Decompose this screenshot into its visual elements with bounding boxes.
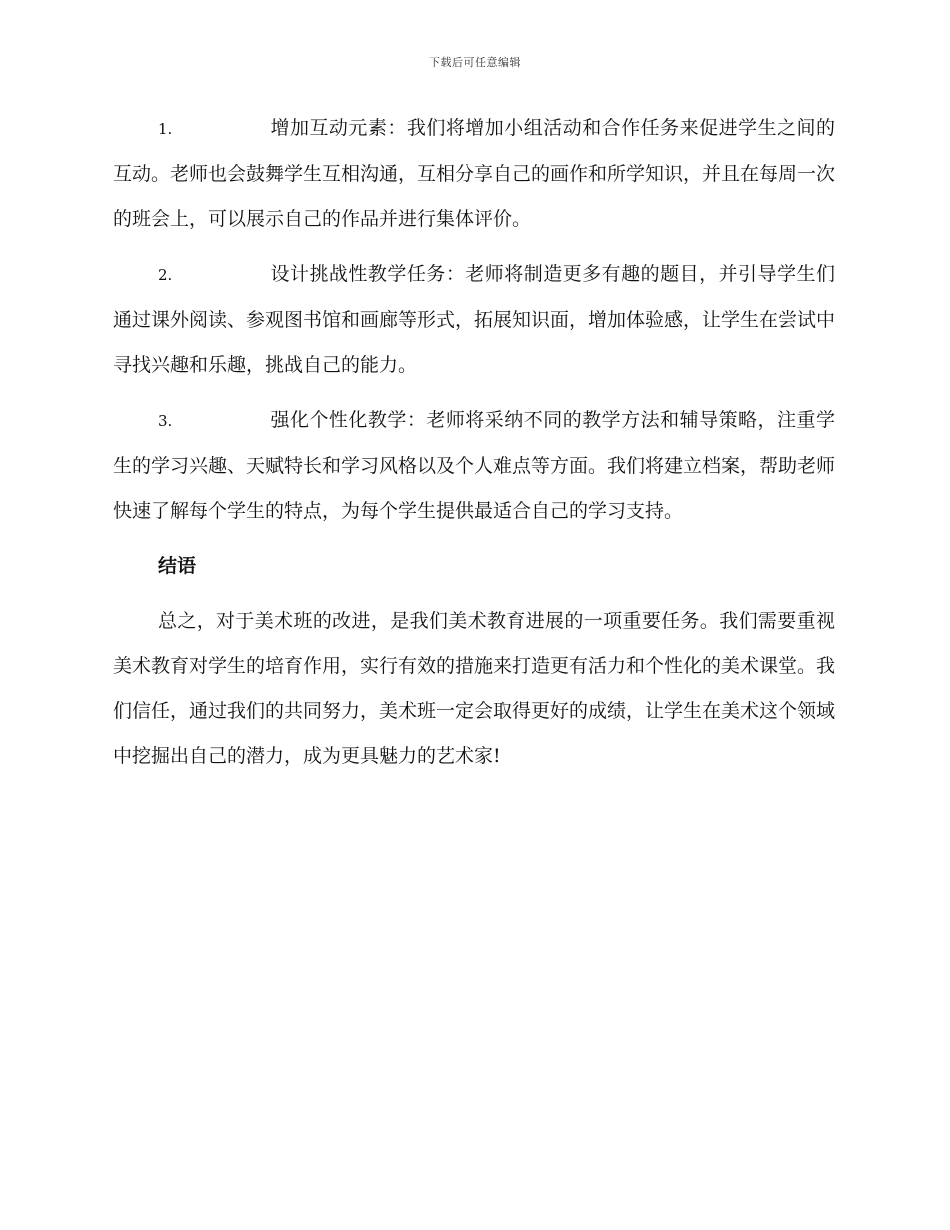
list-number: 3.: [158, 412, 173, 430]
page-header: 下载后可任意编辑: [429, 56, 521, 69]
list-item-text: 增加互动元素：我们将增加小组活动和合作任务来促进学生之间的互动。老师也会鼓舞学生互相沟通，互相分享自己的画作和所学知识，并且在每周一次的班会上，可以展示自己的作品并进行集体评价。: [113, 117, 836, 230]
conclusion-paragraph: 总之，对于美术班的改进，是我们美术教育进展的一项重要任务。我们需要重视美术教育对学生的培育作用，实行有效的措施来打造更有活力和个性化的美术课堂。我们信任，通过我们的共同努力，美术班一定会取得更好的成绩，让学生在美术这个领域中挖掘出自己的潜力，成为更具魅力的艺术家!: [113, 610, 836, 767]
list-item-3: [113, 398, 835, 534]
list-item-2: [113, 252, 835, 388]
list-item-1: [113, 106, 835, 242]
list-number: 2.: [158, 266, 173, 284]
document-body: [113, 106, 835, 789]
list-number: 1.: [158, 120, 173, 138]
list-item-text: 强化个性化教学：老师将采纳不同的教学方法和辅导策略，注重学生的学习兴趣、天赋特长和学习风格以及个人难点等方面。我们将建立档案，帮助老师快速了解每个学生的特点，为每个学生提供最适合自己的学习支持。: [113, 409, 836, 522]
section-heading: 结语: [158, 555, 197, 577]
list-item-text: 设计挑战性教学任务：老师将制造更多有趣的题目，并引导学生们通过课外阅读、参观图书馆和画廊等形式，拓展知识面，增加体验感，让学生在尝试中寻找兴趣和乐趣，挑战自己的能力。: [113, 263, 836, 376]
